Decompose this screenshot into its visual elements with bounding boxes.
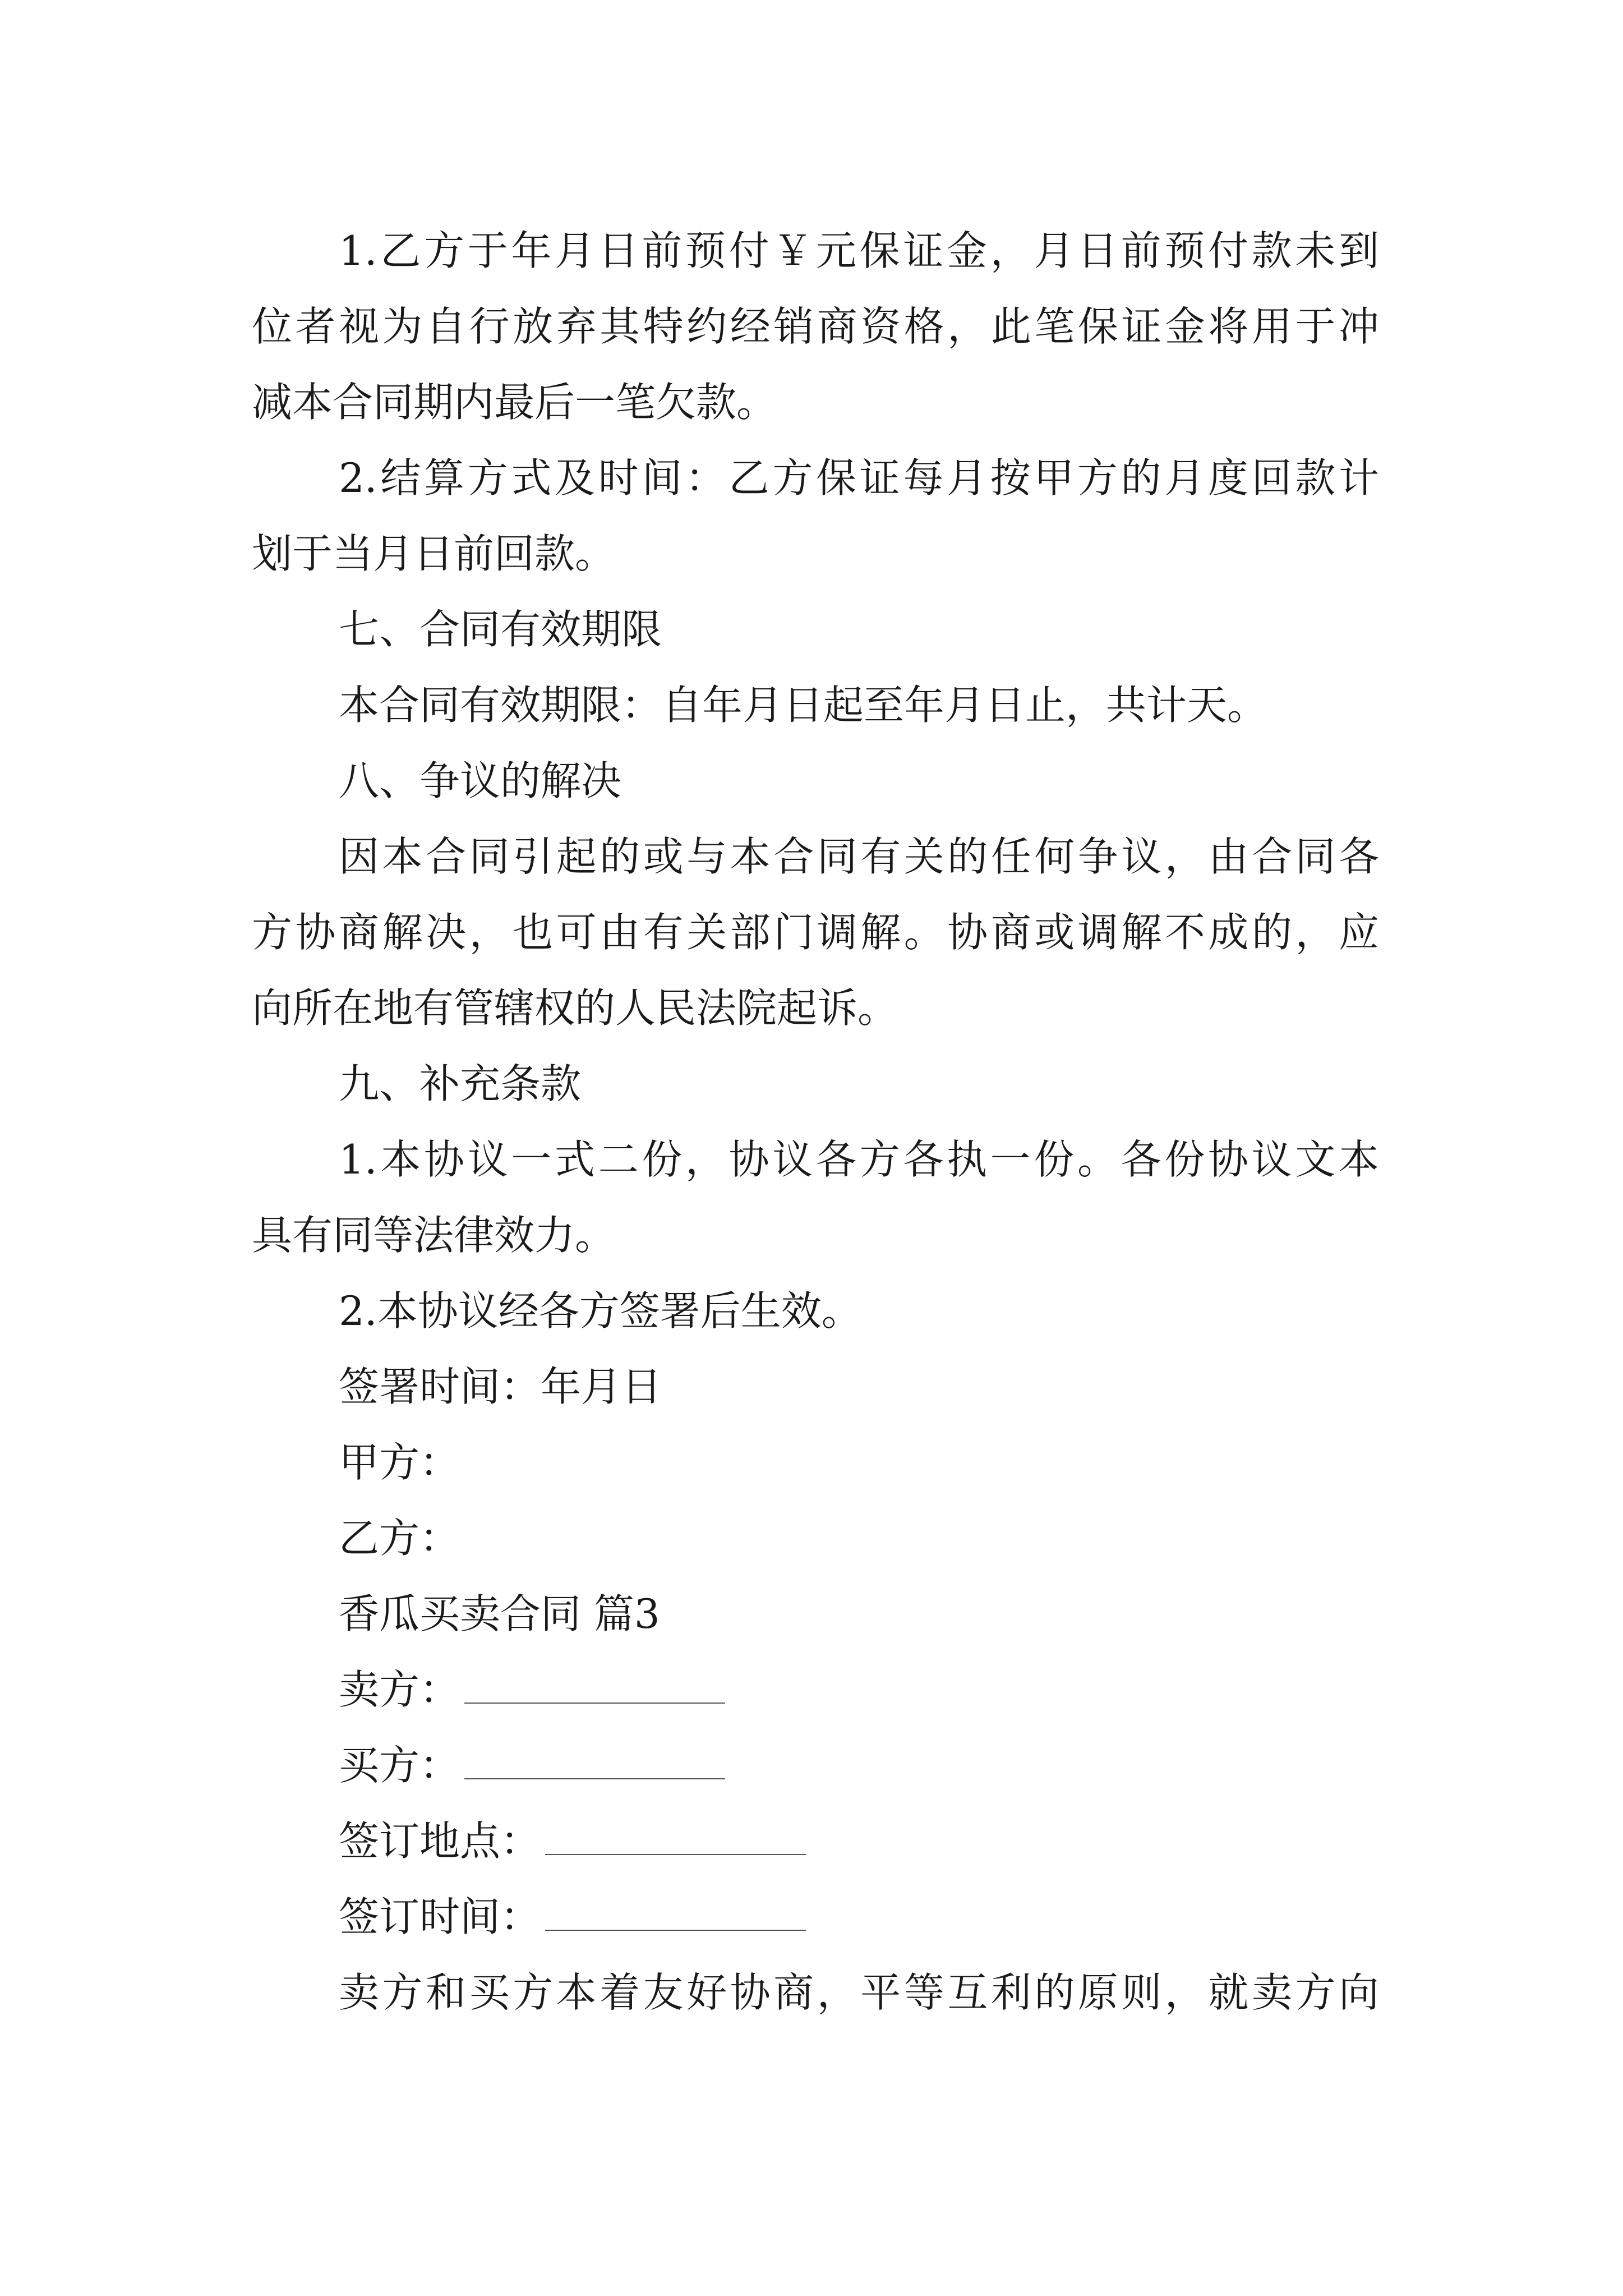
clause-2-line-1: 2.结算方式及时间：乙方保证每月按甲方的月度回款计: [339, 454, 1379, 501]
seller-blank-line: [464, 1669, 725, 1704]
section-8-line-3: 向所在地有管辖权的人民法院起诉。: [252, 984, 898, 1032]
contract-3-title: 香瓜买卖合同 篇3: [339, 1590, 660, 1637]
buyer-blank-line: [464, 1745, 725, 1779]
section-9-clause-1-line-2: 具有同等法律效力。: [252, 1212, 616, 1259]
buyer-label: 买方：: [339, 1742, 460, 1789]
section-7-text: 本合同有效期限：自年月日起至年月日止，共计天。: [339, 682, 1268, 729]
clause-2-line-2: 划于当月日前回款。: [252, 530, 616, 577]
section-7-heading: 七、合同有效期限: [339, 606, 662, 653]
section-8-heading: 八、争议的解决: [339, 757, 622, 804]
seller-label: 卖方：: [339, 1666, 460, 1713]
section-9-clause-1-line-1: 1.本协议一式二份，协议各方各执一份。各份协议文本: [339, 1136, 1379, 1183]
sign-place-label: 签订地点：: [339, 1818, 541, 1865]
sign-date-label: 签订时间：: [339, 1893, 541, 1940]
sign-date-blank-line: [545, 1896, 806, 1931]
seller-row: [252, 1652, 1379, 1728]
section-9-clause-2: 2.本协议经各方签署后生效。: [339, 1287, 862, 1335]
section-8-line-2: 方协商解决，也可由有关部门调解。协商或调解不成的，应: [252, 909, 1379, 956]
clause-1-line-1: 1.乙方于年月日前预付￥元保证金，月日前预付款未到: [339, 227, 1379, 274]
sign-place-row: [252, 1803, 1379, 1879]
party-a-label: 甲方：: [339, 1439, 460, 1486]
document-page: [252, 213, 1379, 2031]
section-8-line-1: 因本合同引起的或与本合同有关的任何争议，由合同各: [339, 833, 1379, 880]
contract-3-intro-line: 卖方和买方本着友好协商，平等互利的原则，就卖方向: [339, 1969, 1379, 2016]
section-9-heading: 九、补充条款: [339, 1060, 582, 1107]
party-b-label: 乙方：: [339, 1515, 460, 1562]
sign-place-blank-line: [545, 1820, 806, 1855]
sign-time: 签署时间：年月日: [339, 1363, 662, 1410]
buyer-row: [252, 1728, 1379, 1803]
clause-1-line-3: 减本合同期内最后一笔欠款。: [252, 379, 777, 426]
sign-date-row: [252, 1879, 1379, 1955]
clause-1-line-2: 位者视为自行放弃其特约经销商资格，此笔保证金将用于冲: [252, 303, 1379, 350]
